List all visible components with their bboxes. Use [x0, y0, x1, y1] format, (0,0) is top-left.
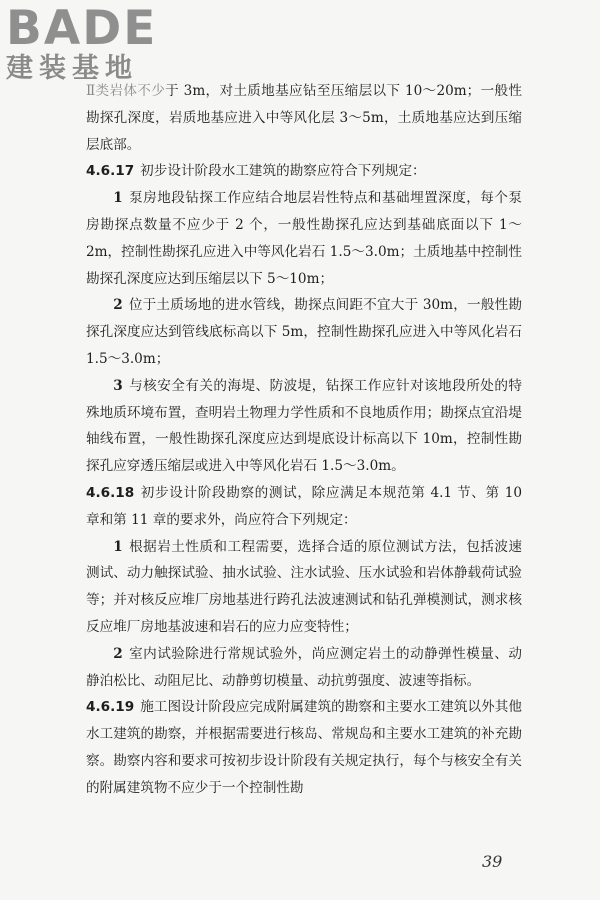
clause-4-6-19	[86, 694, 522, 801]
item-number: 2	[113, 645, 123, 662]
item-number: 2	[113, 297, 123, 314]
document-body	[86, 78, 522, 802]
clause-number: 4.6.19	[86, 699, 135, 716]
clause-4-6-17-item-2	[86, 292, 522, 372]
clause-4-6-17-heading	[86, 158, 522, 185]
intro-rest: 于 3m，对土质地基应钻至压缩层以下 10～20m；一般性勘探孔深度，岩质地基应进入中等风化层 3～5m，土质地基应达到压缩层底部。	[86, 83, 522, 153]
logo-wordmark: BADE	[6, 1, 158, 56]
page-number: 39	[482, 852, 503, 871]
clause-number: 4.6.18	[86, 484, 135, 501]
logo-subtitle: 建装基地	[6, 53, 138, 84]
item-text: 根据岩土性质和工程需要，选择合适的原位测试方法，包括波速测试、动力触探试验、抽水试验、注水试验、压水试验和岩体静载荷试验等；并对核反应堆厂房地基进行跨孔法波速测试和钻孔弹模测试，测求核反应堆厂房地基波速和岩石的应力应变特性；	[86, 538, 522, 635]
clause-title: 初步设计阶段水工建筑的勘察应符合下列规定：	[140, 163, 426, 180]
item-text: 室内试验除进行常规试验外，尚应测定岩土的动静弹性模量、动静泊松比、动阻尼比、动静剪切模量、动抗剪强度、波速等指标。	[86, 645, 522, 689]
clause-4-6-17-item-3	[86, 373, 522, 480]
intro-paragraph	[86, 78, 522, 158]
intro-lead: Ⅱ类岩体不少	[86, 83, 166, 99]
bade-logo	[6, 1, 178, 84]
item-text: 泵房地段钻探工作应结合地层岩性特点和基础埋置深度，每个泵房勘探点数量不应少于 2 个，一般性勘探孔应达到基础底面以下 1～2m，控制性勘探孔应进入中等风化岩石 1.5～3.0m；土质地基中控制性勘探孔深度应达到压缩层以下 5～10m；	[86, 190, 522, 287]
item-text: 与核安全有关的海堤、防波堤，钻探工作应针对该地段所处的特殊地质环境布置，查明岩土物理力学性质和不良地质作用；勘探点宜沿堤轴线布置，一般性勘探孔深度应达到堤底设计标高以下 10m，控制性勘探孔应穿透压缩层或进入中等风化岩石 1.5～3.0m。	[86, 377, 522, 475]
clause-text: 施工图设计阶段应完成附属建筑的勘察和主要水工建筑以外其他水工建筑的勘察，并根据需要进行核岛、常规岛和主要水工建筑的补充勘察。勘察内容和要求可按初步设计阶段有关规定执行，每个与核安全有关的附属建筑物不应少于一个控制性勘	[86, 699, 522, 796]
item-number: 3	[113, 377, 123, 394]
item-number: 1	[113, 538, 123, 555]
clause-4-6-18-item-1	[86, 534, 522, 641]
item-number: 1	[113, 190, 123, 207]
clause-4-6-18-item-2	[86, 641, 522, 695]
clause-number: 4.6.17	[86, 163, 135, 180]
clause-title: 初步设计阶段勘察的测试，除应满足本规范第 4.1 节、第 10 章和第 11 章的要求外，尚应符合下列规定：	[86, 484, 522, 528]
clause-4-6-18-heading	[86, 480, 522, 534]
clause-4-6-17-item-1	[86, 185, 522, 292]
item-text: 位于土质场地的进水管线，勘探点间距不宜大于 30m，一般性勘探孔深度应达到管线底标高以下 5m，控制性勘探孔应进入中等风化岩石 1.5～3.0m；	[86, 297, 522, 367]
